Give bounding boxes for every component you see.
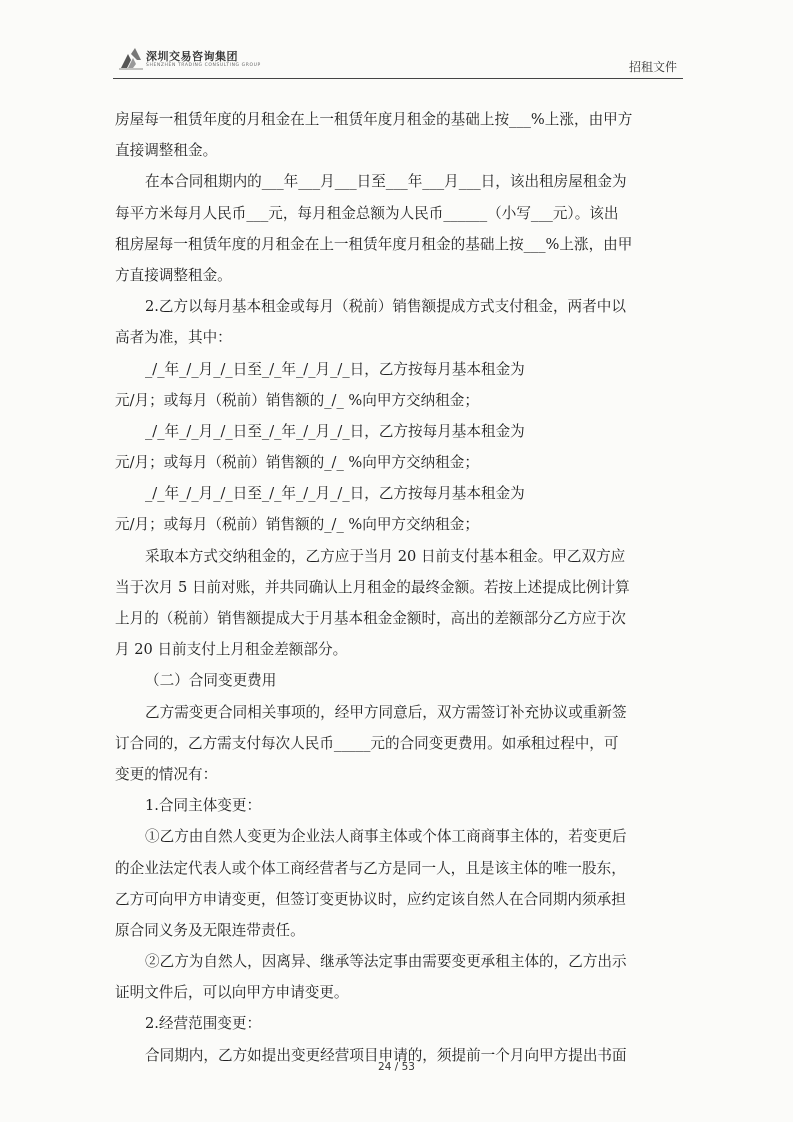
- document-type: 招租文件: [628, 60, 677, 74]
- body-line: 证明文件后，可以向甲方申请变更。: [115, 984, 349, 1002]
- body-line: 元/月；或每月（税前）销售额的_/_ %向甲方交纳租金；: [115, 391, 479, 409]
- body-line: 采取本方式交纳租金的，乙方应于当月 20 日前支付基本租金。甲乙双方应: [145, 547, 626, 565]
- body-line: 2.经营范围变更：: [145, 1015, 262, 1033]
- body-line: 变更的情况有：: [115, 765, 218, 783]
- body-line: ②乙方为自然人，因离异、继承等法定事由需要变更承租主体的，乙方出示: [145, 953, 627, 971]
- body-line: 合同期内，乙方如提出变更经营项目申请的，须提前一个月向甲方提出书面: [145, 1046, 627, 1064]
- body-line: 直接调整租金。: [115, 142, 218, 160]
- page-number: 24 / 53: [378, 1061, 415, 1073]
- company-name-en: SHENZHEN TRADING CONSULTING GROUP: [146, 63, 261, 68]
- document-body: [115, 104, 677, 1071]
- logo-mark-icon: [119, 48, 143, 70]
- body-line: 的企业法定代表人或个体工商经营者与乙方是同一人，且是该主体的唯一股东，: [115, 859, 626, 877]
- company-name: 深圳交易咨询集团: [146, 50, 238, 63]
- body-line: （二）合同变更费用: [145, 672, 277, 690]
- body-line: 每平方米每月人民币___元，每月租金总额为人民币______（小写___元）。该出: [115, 204, 619, 222]
- body-line: 乙方需变更合同相关事项的，经甲方同意后，双方需签订补充协议或重新签: [145, 703, 627, 721]
- body-line: 元/月；或每月（税前）销售额的_/_ %向甲方交纳租金；: [115, 454, 479, 472]
- body-line: 房屋每一租赁年度的月租金在上一租赁年度月租金的基础上按___%上涨，由甲方: [115, 111, 633, 128]
- body-line: 租房屋每一租赁年度的月租金在上一租赁年度月租金的基础上按___%上涨，由甲: [115, 235, 633, 253]
- body-line: _/_年_/_月_/_日至_/_年_/_月_/_日，乙方按每月基本租金为: [145, 485, 525, 503]
- body-line: 2.乙方以每月基本租金或每月（税前）销售额提成方式支付租金，两者中以: [145, 298, 626, 316]
- body-line: 高者为准，其中：: [115, 329, 232, 347]
- company-logo: [119, 46, 269, 74]
- body-line: _/_年_/_月_/_日至_/_年_/_月_/_日，乙方按每月基本租金为: [145, 422, 525, 440]
- body-line: 当于次月 5 日前对账，并共同确认上月租金的最终金额。若按上述提成比例计算: [115, 578, 630, 596]
- body-line: 乙方可向甲方申请变更，但签订变更协议时，应约定该自然人在合同期内须承担: [115, 890, 626, 908]
- body-line: ①乙方由自然人变更为企业法人商事主体或个体工商商事主体的，若变更后: [145, 828, 627, 846]
- body-line: _/_年_/_月_/_日至_/_年_/_月_/_日，乙方按每月基本租金为: [145, 360, 525, 378]
- body-line: 方直接调整租金。: [115, 266, 232, 284]
- body-line: 1.合同主体变更：: [145, 797, 262, 815]
- body-line: 元/月；或每月（税前）销售额的_/_ %向甲方交纳租金；: [115, 516, 479, 534]
- page-header: [113, 42, 683, 79]
- body-line: 上月的（税前）销售额提成大于月基本租金金额时，高出的差额部分乙方应于次: [115, 610, 626, 627]
- body-line: 在本合同租期内的___年___月___日至___年___月___日，该出租房屋租金为: [145, 173, 627, 191]
- body-line: 订合同的，乙方需支付每次人民币_____元的合同变更费用。如承租过程中，可: [115, 734, 619, 752]
- body-line: 原合同义务及无限连带责任。: [115, 921, 305, 939]
- body-line: 月 20 日前支付上月租金差额部分。: [115, 641, 348, 659]
